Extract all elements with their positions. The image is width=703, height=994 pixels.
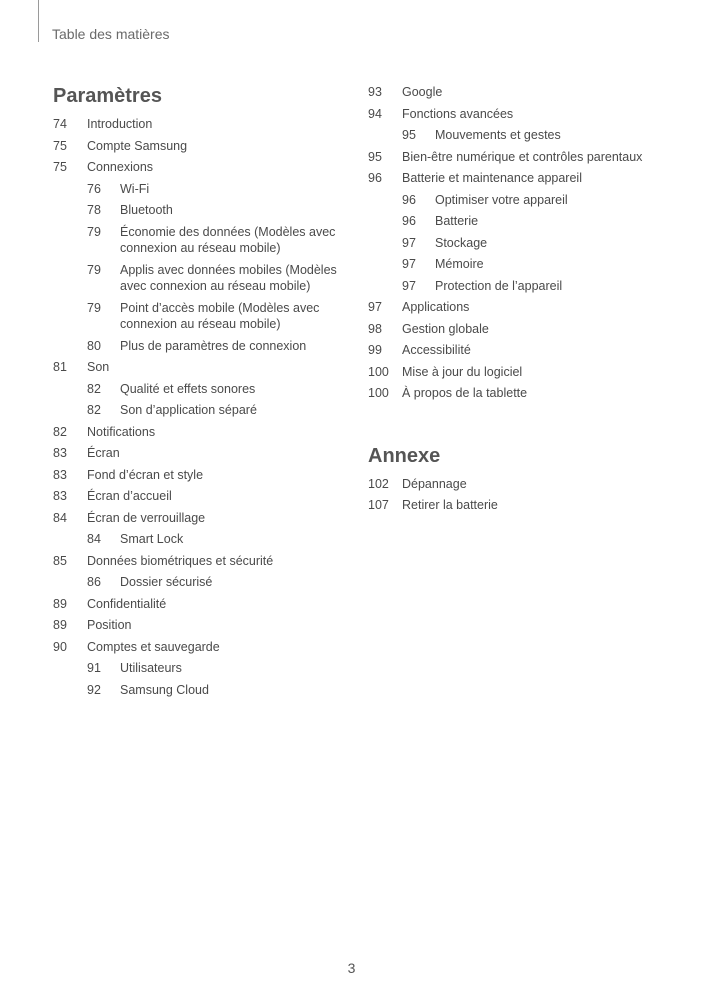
toc-page-number: 107 xyxy=(368,498,389,512)
toc-entry-label: Écran de verrouillage xyxy=(87,510,206,525)
toc-entry[interactable] xyxy=(368,321,668,338)
toc-page-number: 97 xyxy=(402,235,416,250)
toc-page-number: 93 xyxy=(368,85,382,99)
toc-entry-label: Dossier sécurisé xyxy=(120,575,213,589)
toc-entry[interactable] xyxy=(53,639,353,656)
toc-entry-label: Bien-être numérique et contrôles parentaux xyxy=(402,149,643,164)
toc-entry[interactable] xyxy=(53,159,353,176)
toc-entry-label: Stockage xyxy=(435,235,488,250)
toc-entry-label: Mise à jour du logiciel xyxy=(402,364,523,379)
toc-page-number: 75 xyxy=(53,160,67,174)
toc-entry[interactable] xyxy=(368,170,668,187)
toc-list-parametres-continued xyxy=(368,84,668,402)
section-title-parametres: Paramètres xyxy=(53,85,162,107)
toc-entry[interactable] xyxy=(53,138,353,155)
toc-entry-label: Écran d’accueil xyxy=(87,489,172,503)
toc-page-number: 83 xyxy=(53,467,67,482)
toc-entry-label: Plus de paramètres de connexion xyxy=(120,338,307,353)
toc-entry[interactable] xyxy=(53,424,353,441)
toc-page-number: 78 xyxy=(87,203,101,217)
section-title-annexe: Annexe xyxy=(368,444,441,467)
toc-entry-label: À propos de la tablette xyxy=(402,386,528,400)
toc-entry[interactable] xyxy=(53,574,353,591)
toc-page-number: 79 xyxy=(87,262,101,277)
toc-entry-label: Retirer la batterie xyxy=(402,498,498,512)
toc-entry-label: Qualité et effets sonores xyxy=(120,381,256,396)
toc-entry[interactable] xyxy=(53,359,353,376)
toc-entry[interactable] xyxy=(368,364,668,381)
toc-page-number: 82 xyxy=(87,381,101,396)
toc-entry-label: Batterie xyxy=(435,214,479,228)
toc-entry[interactable] xyxy=(368,385,668,402)
toc-entry[interactable] xyxy=(53,300,353,333)
toc-entry-label: Comptes et sauvegarde xyxy=(87,639,220,654)
toc-entry-label: Protection de l’appareil xyxy=(435,278,563,293)
toc-entry-label: Fonctions avancées xyxy=(402,106,514,121)
toc-entry-label: Google xyxy=(402,85,443,99)
toc-entry[interactable] xyxy=(53,617,353,634)
toc-entry-label: Batterie et maintenance appareil xyxy=(402,171,582,185)
toc-entry-label: Mouvements et gestes xyxy=(435,128,561,142)
toc-page-number: 86 xyxy=(87,575,101,589)
page-number: 3 xyxy=(347,960,356,976)
toc-page-number: 95 xyxy=(368,149,382,164)
toc-entry[interactable] xyxy=(53,338,353,355)
toc-entry-label: Applis avec données mobiles (Modèles avec connexion au réseau mobile) xyxy=(120,262,337,293)
toc-page-number: 79 xyxy=(87,300,101,315)
toc-entry-label: Optimiser votre appareil xyxy=(435,192,568,207)
toc-entry-label: Confidentialité xyxy=(87,596,167,611)
toc-page-number: 75 xyxy=(53,138,67,153)
toc-list-parametres xyxy=(53,116,353,698)
toc-entry[interactable] xyxy=(368,235,668,252)
toc-page-number: 74 xyxy=(53,117,67,131)
toc-entry-label: Dépannage xyxy=(402,476,467,491)
header-divider xyxy=(38,0,39,42)
toc-page-number: 81 xyxy=(53,360,67,374)
toc-entry[interactable] xyxy=(53,224,353,257)
toc-entry[interactable] xyxy=(368,278,668,295)
toc-entry-label: Wi-Fi xyxy=(120,181,150,196)
toc-entry[interactable] xyxy=(53,596,353,613)
toc-page-number: 76 xyxy=(87,181,101,196)
toc-page-number: 82 xyxy=(87,403,101,417)
toc-page-number: 96 xyxy=(368,171,382,185)
toc-entry[interactable] xyxy=(53,262,353,295)
toc-entry[interactable] xyxy=(53,682,353,699)
toc-page-number: 100 xyxy=(368,386,389,400)
toc-entry[interactable] xyxy=(53,381,353,398)
toc-entry[interactable] xyxy=(53,531,353,548)
toc-column-left xyxy=(53,84,353,703)
toc-page-number: 84 xyxy=(87,532,101,546)
toc-entry-label: Son d’application séparé xyxy=(120,403,257,417)
toc-page-number: 92 xyxy=(87,682,101,697)
toc-entry[interactable] xyxy=(53,660,353,677)
toc-entry-label: Mémoire xyxy=(435,257,484,271)
toc-entry-label: Utilisateurs xyxy=(120,661,182,675)
toc-entry[interactable] xyxy=(53,553,353,570)
toc-entry-label: Écran xyxy=(87,446,120,460)
toc-entry-label: Fond d’écran et style xyxy=(87,467,204,482)
toc-entry[interactable] xyxy=(53,202,353,219)
header-title: Table des matières xyxy=(52,26,170,42)
toc-page-number: 94 xyxy=(368,106,382,121)
toc-page-number: 98 xyxy=(368,321,382,336)
toc-page-number: 83 xyxy=(53,446,67,460)
toc-page-number: 96 xyxy=(402,214,416,228)
toc-page-number: 97 xyxy=(402,257,416,271)
toc-entry[interactable] xyxy=(368,213,668,230)
toc-entry-label: Gestion globale xyxy=(402,321,489,336)
toc-page-number: 82 xyxy=(53,424,67,439)
toc-entry[interactable] xyxy=(53,510,353,527)
toc-entry[interactable] xyxy=(53,402,353,419)
toc-entry-label: Connexions xyxy=(87,160,154,174)
toc-page-number: 97 xyxy=(402,278,416,293)
toc-page-number: 83 xyxy=(53,489,67,503)
toc-page-number: 95 xyxy=(402,128,416,142)
toc-entry[interactable] xyxy=(368,342,668,359)
toc-entry-label: Smart Lock xyxy=(120,532,184,546)
toc-entry[interactable] xyxy=(53,116,353,133)
toc-entry[interactable] xyxy=(368,106,668,123)
toc-entry-label: Bluetooth xyxy=(120,203,173,217)
toc-entry-label: Point d’accès mobile (Modèles avec connexion au réseau mobile) xyxy=(120,300,320,331)
toc-page-number: 85 xyxy=(53,553,67,568)
toc-page-number: 99 xyxy=(368,343,382,357)
toc-entry[interactable] xyxy=(368,497,668,514)
toc-column-right xyxy=(368,84,668,519)
toc-page-number: 80 xyxy=(87,338,101,353)
toc-entry-label: Notifications xyxy=(87,424,156,439)
toc-list-annexe xyxy=(368,476,668,514)
toc-entry-label: Applications xyxy=(402,300,470,314)
toc-entry[interactable] xyxy=(368,476,668,493)
toc-entry-label: Introduction xyxy=(87,117,153,131)
toc-entry-label: Données biométriques et sécurité xyxy=(87,553,274,568)
toc-entry-label: Accessibilité xyxy=(402,343,471,357)
toc-page-number: 84 xyxy=(53,510,67,525)
toc-page-number: 96 xyxy=(402,192,416,207)
toc-entry[interactable] xyxy=(368,299,668,316)
toc-entry-label: Son xyxy=(87,360,110,374)
toc-entry-label: Économie des données (Modèles avec connexion au réseau mobile) xyxy=(120,224,336,255)
toc-entry[interactable] xyxy=(368,192,668,209)
toc-page-number: 91 xyxy=(87,661,101,675)
toc-entry[interactable] xyxy=(368,84,668,101)
toc-page-number: 97 xyxy=(368,300,382,314)
toc-entry[interactable] xyxy=(368,127,668,144)
toc-page-number: 90 xyxy=(53,639,67,654)
toc-page-number: 102 xyxy=(368,476,389,491)
toc-entry[interactable] xyxy=(53,445,353,462)
toc-page-number: 79 xyxy=(87,224,101,239)
toc-page-number: 89 xyxy=(53,618,67,632)
toc-entry[interactable] xyxy=(53,467,353,484)
toc-entry-label: Position xyxy=(87,618,132,632)
toc-entry-label: Compte Samsung xyxy=(87,138,188,153)
toc-entry[interactable] xyxy=(53,181,353,198)
toc-page-number: 100 xyxy=(368,364,389,379)
toc-entry[interactable] xyxy=(53,488,353,505)
toc-entry-label: Samsung Cloud xyxy=(120,682,209,697)
toc-entry[interactable] xyxy=(368,256,668,273)
toc-page-number: 89 xyxy=(53,596,67,611)
toc-entry[interactable] xyxy=(368,149,668,166)
